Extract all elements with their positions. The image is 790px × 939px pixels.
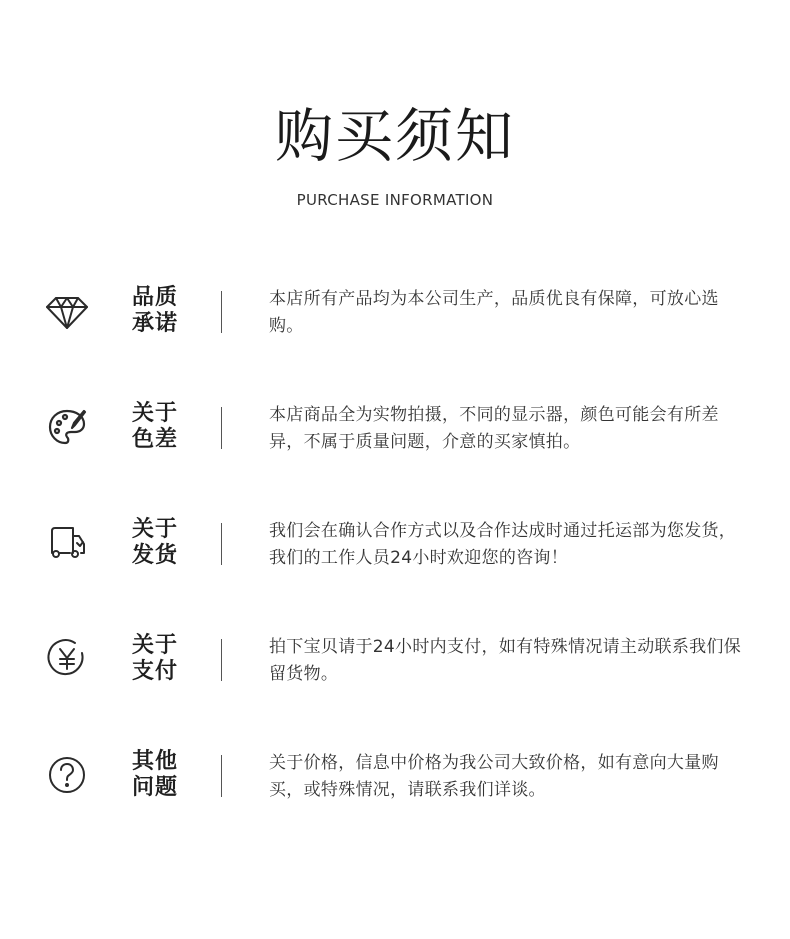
info-item-color	[0, 399, 790, 515]
yen-coin-icon	[44, 635, 90, 681]
divider	[221, 523, 222, 565]
info-item-text: 拍下宝贝请于24小时内支付，如有特殊情况请主动联系我们保留货物。	[269, 637, 742, 684]
info-list	[0, 283, 790, 863]
divider	[221, 639, 222, 681]
info-item-quality	[0, 283, 790, 399]
info-item-heading: 关于 色差	[132, 401, 179, 452]
info-item-heading: 其他 问题	[132, 749, 179, 800]
info-item-text: 我们会在确认合作方式以及合作达成时通过托运部为您发货，我们的工作人员24小时欢迎您的咨询！	[269, 521, 737, 568]
delivery-truck-icon	[44, 519, 90, 565]
info-item-heading: 品质 承诺	[132, 285, 179, 336]
info-item-shipping	[0, 515, 790, 631]
info-item-heading: 关于 发货	[132, 517, 179, 568]
page-subtitle: PURCHASE INFORMATION	[296, 191, 494, 209]
diamond-icon	[44, 287, 90, 333]
info-item-other	[0, 747, 790, 863]
divider	[221, 291, 222, 333]
palette-icon	[44, 403, 90, 449]
info-item-payment	[0, 631, 790, 747]
page-title: 购买须知	[274, 102, 515, 170]
info-item-text: 关于价格，信息中价格为我公司大致价格，如有意向大量购买，或特殊情况，请联系我们详谈。	[269, 753, 719, 800]
info-item-text: 本店所有产品均为本公司生产，品质优良有保障，可放心选购。	[269, 289, 719, 336]
info-item-heading: 关于 支付	[132, 633, 179, 684]
divider	[221, 407, 222, 449]
divider	[221, 755, 222, 797]
info-item-text: 本店商品全为实物拍摄，不同的显示器，颜色可能会有所差异，不属于质量问题，介意的买家慎拍。	[269, 405, 719, 452]
question-mark-icon	[44, 751, 90, 797]
